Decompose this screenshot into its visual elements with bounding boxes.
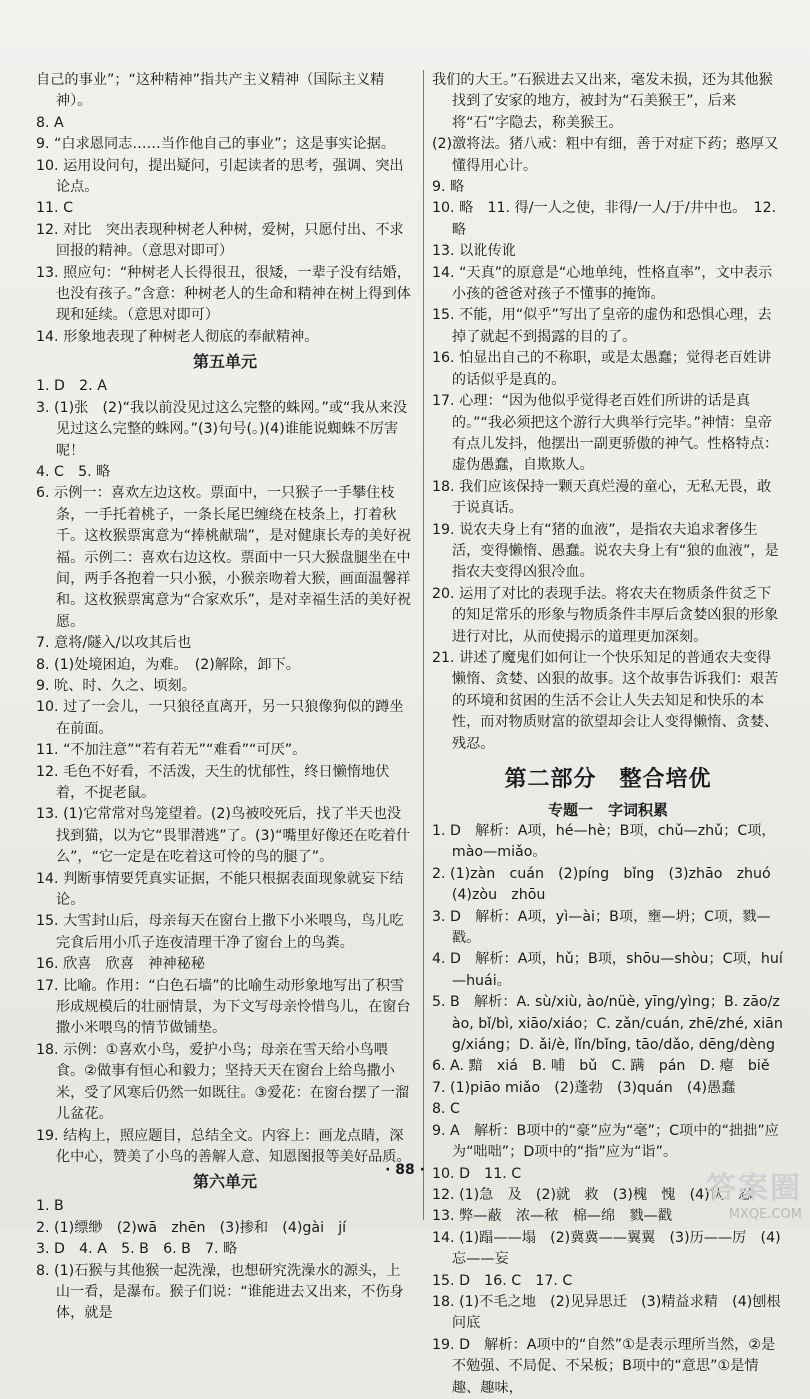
- page-number: · 88 ·: [385, 1162, 425, 1178]
- answer-item: 17. 比喻。作用：“白色石墙”的比喻生动形象地写出了积雪形成规模后的壮丽情景，为下文写母亲怜惜鸟儿，在窗台撒小米喂鸟的情节做铺垫。: [36, 977, 411, 1037]
- answer-item: 10. 略 11. 得/一人之使，非得/一人/于/井中也。 12. 略: [432, 200, 777, 238]
- answer-item: 2. (1)缥缈 (2)wā zhēn (3)掺和 (4)gài jí: [36, 1219, 347, 1236]
- answer-item: 4. C 5. 略: [36, 463, 111, 480]
- answer-item: 3. D 解析：A项，yì—ài；B项，壅—坍；C项，戮—戳。: [432, 908, 771, 947]
- answer-item: 我们的大王。”石猴进去又出来，毫发未损，还为其他猴找到了安家的地方，被封为“石美猴王”，后来将“石”字隐去，称美猴王。: [432, 72, 773, 131]
- answer-item: 14. “天真”的原意是“心地单纯，性格直率”，文中表示小孩的爸爸对孩子不懂事的掩饰。: [432, 264, 773, 303]
- answer-item: 10. 过了一会儿，一只狼径直离开，另一只狼像狗似的蹲坐在前面。: [36, 699, 404, 737]
- answer-item: 12. 毛色不好看，不活泼，天生的忧郁性，终日懒惰地伏着，不捉老鼠。: [36, 763, 390, 801]
- answer-item: 21. 讲述了魔鬼们如何让一个快乐知足的普通农夫变得懒惰、贪婪、凶狠的故事。这个故事告诉我们：艰苦的环境和贫困的生活不会让人失去知足和快乐的本性，而对物质财富的欲望却会让人变得懒惰、贪婪、残忍。: [432, 649, 779, 752]
- answer-item: 自己的事业”；“这种精神”指共产主义精神（国际主义精神）。: [36, 72, 385, 110]
- answer-item: 7. 意将/隧入/以攻其后也: [36, 635, 192, 652]
- answer-item: 12. (1)急 及 (2)就 救 (3)槐 愧 (4)认 忍: [432, 1186, 753, 1203]
- answer-item: 5. B 解析：A. sù/xiù, ào/nüè, yīng/yìng；B. zāo/zào, bǐ/bì, xiāo/xiáo；C. zǎn/cuán, zhē/zhé, xiāng/xiáng；D. ǎi/è, lǐn/bǐng, tāo/dǎo, dēng/dèng: [432, 994, 783, 1054]
- watermark-url: MXQE.COM: [728, 1207, 802, 1222]
- answer-item: 8. (1)石猴与其他猴一起洗澡，也想研究洗澡水的源头，上山一看，是瀑布。猴子们说：“谁能进去又出来，不伤身体，就是: [36, 1262, 404, 1322]
- answer-item: 9. “白求恩同志……当作他自己的事业”；这是事实论据。: [36, 136, 396, 153]
- answer-item: 16. 欣喜 欣喜 神神秘秘: [36, 956, 205, 973]
- watermark-title: 答案圈: [706, 1171, 802, 1206]
- answer-item: 10. D 11. C: [432, 1165, 522, 1182]
- answer-item: 2. (1)zàn cuán (2)píng bǐng (3)zhāo zhuó (4)zòu zhōu: [432, 865, 785, 904]
- answer-item: 1. B: [36, 1198, 64, 1215]
- answer-item: 7. (1)piāo miǎo (2)蓬勃 (3)quán (4)愚蠢: [432, 1079, 736, 1096]
- part-heading: 第二部分 整合培优: [504, 767, 712, 792]
- answer-item: 20. 运用了对比的表现手法。将农夫在物质条件贫乏下的知足常乐的形象与物质条件丰厚后贪婪凶狠的形象进行对比，从而使揭示的道理更加深刻。: [432, 585, 779, 645]
- answer-item: 1. D 2. A: [36, 378, 107, 395]
- answer-item: 14. 形象地表现了种树老人彻底的奉献精神。: [36, 328, 319, 345]
- answer-item: 19. D 解析：A项中的“自然”①是表示理所当然，②是不勉强、不局促、不呆板；B项中的“意思”①是情趣、趣味，: [432, 1336, 776, 1396]
- answer-item: 9. A 解析：B项中的“豪”应为“毫”；C项中的“拙拙”应为“咄咄”；D项中的“指”应为“诣”。: [432, 1122, 779, 1161]
- answer-item: 13. 弊—蔽 浓—秾 棉—绵 戮—戳: [432, 1208, 672, 1225]
- answer-item: 9. 略: [432, 179, 465, 196]
- answer-item: 9. 吮、时、久之、顷刻。: [36, 677, 196, 694]
- unit-heading: 第五单元: [192, 352, 257, 372]
- answer-item: 18. 我们应该保持一颗天真烂漫的童心，无私无畏，敢于说真话。: [432, 478, 772, 517]
- answer-item: 8. C: [432, 1101, 460, 1118]
- left-column: [36, 70, 414, 1325]
- answer-item: 13. 照应句：“种树老人长得很丑，很矮，一辈子没有结婚，也没有孩子。”含意：种树老人的生命和精神在树上得到体现和延续。（意思对即可）: [36, 264, 411, 324]
- answer-item: 18. 示例：①喜欢小鸟，爱护小鸟；母亲在雪天给小鸟喂食。②做事有恒心和毅力；坚持天天在窗台上给鸟撒小米，受了风寒后仍然一如既往。③爱花：在窗台摆了一溜儿盆花。: [36, 1041, 410, 1123]
- answer-item: (2)激将法。猪八戒：粗中有细，善于对症下药；憨厚又懂得用心计。: [432, 136, 779, 174]
- answer-item: 19. 说农夫身上有“猪的血液”，是指农夫追求奢侈生活，变得懒惰、愚蠢。说农夫身上有“狼的血液”，是指农夫变得凶狠冷血。: [432, 521, 779, 581]
- answer-item: 15. D 16. C 17. C: [432, 1272, 573, 1289]
- answer-item: 14. (1)蹋——塌 (2)冀冀——翼翼 (3)历——厉 (4)忘——妄: [432, 1229, 781, 1268]
- answer-item: 14. 判断事情要凭真实证据，不能只根据表面现象就妄下结论。: [36, 870, 404, 909]
- answer-item: 19. 结构上，照应题目，总结全文。内容上：画龙点睛，深化中心，赞美了小鸟的善解人意、知恩图报等美好品质。: [36, 1127, 411, 1165]
- answer-item: 3. (1)张 (2)“我以前没见过这么完整的蛛网。”或“我从来没见过这么完整的蛛网。”(3)句号(。)(4)谁能说蜘蛛不厉害呢！: [36, 399, 408, 459]
- answer-item: 16. 怕显出自己的不称职，或是太愚蠢；觉得老百姓讲的话似乎是真的。: [432, 350, 772, 388]
- answer-item: 15. 不能，用“似乎”写出了皇帝的虚伪和恐惧心理，去掉了就起不到揭露的目的了。: [432, 307, 772, 345]
- answer-item: 6. 示例一：喜欢左边这枚。票面中，一只猴子一手攀住枝条，一手托着桃子，一条长尾巴缠绕在枝条上，打着秋千。这枚猴票寓意为“捧桃献瑞”，是对健康长寿的美好祝福。示例二：喜欢右边这枚。票面中一只大猴盘腿坐在中间，两手各抱着一只小猴，小猴亲吻着大猴，画面温馨祥和。这枚猴票寓意为“合家欢乐”，是对幸福生活的美好祝愿。: [36, 485, 412, 630]
- answer-item: 10. 运用设问句，提出疑问，引起读者的思考，强调、突出论点。: [36, 157, 404, 196]
- answer-item: 17. 心理：“因为他似乎觉得老百姓们所讲的话是真的。”“我必须把这个游行大典举行完毕。”神情：皇帝有点儿发抖，他摆出一副更骄傲的神气。性格特点：虚伪愚蠢，自欺欺人。: [432, 393, 779, 474]
- topic-heading: 专题一 字词积累: [547, 801, 668, 819]
- column-divider: [423, 70, 424, 1220]
- answer-item: 3. D 4. A 5. B 6. B 7. 略: [36, 1241, 238, 1258]
- answer-item: 12. 对比 突出表现种树老人种树，爱树，只愿付出、不求回报的精神。（意思对即可）: [36, 221, 404, 260]
- answer-item: 8. (1)处境困迫，为难。 (2)解除，卸下。: [36, 656, 300, 673]
- answer-item: 11. C: [36, 200, 73, 217]
- watermark-logo: [662, 1163, 802, 1223]
- answer-item: 11. “不加注意”“若有若无”“难看”“可厌”。: [36, 742, 307, 759]
- answer-item: 8. A: [36, 114, 64, 131]
- unit-heading: 第六单元: [192, 1172, 257, 1192]
- answer-item: 15. 大雪封山后，母亲每天在窗台上撒下小米喂鸟，鸟儿吃完食后用小爪子连夜清理干净了窗台上的鸟粪。: [36, 913, 404, 951]
- answer-item: 13. 以讹传讹: [432, 243, 516, 260]
- answer-item: 4. D 解析：A项，hǔ；B项，shōu—shòu；C项，huí—huái。: [432, 951, 783, 989]
- answer-item: 18. (1)不毛之地 (2)见异思迁 (3)精益求精 (4)刨根问底: [432, 1293, 781, 1332]
- answer-item: 13. (1)它常常对鸟笼望着。(2)鸟被咬死后，找了半天也没找到猫，以为它“畏罪潜逃”了。(3)“嘴里好像还在吃着什么”，“它一定是在吃着这可怜的鸟的腿了”。: [36, 806, 411, 866]
- answer-item: 6. A. 黯 xiá B. 哺 bǔ C. 蹒 pán D. 瘪 biě: [432, 1058, 770, 1075]
- answer-item: 1. D 解析：A项，hé—hè；B项，chǔ—zhǔ；C项，mào—miǎo。: [432, 823, 776, 861]
